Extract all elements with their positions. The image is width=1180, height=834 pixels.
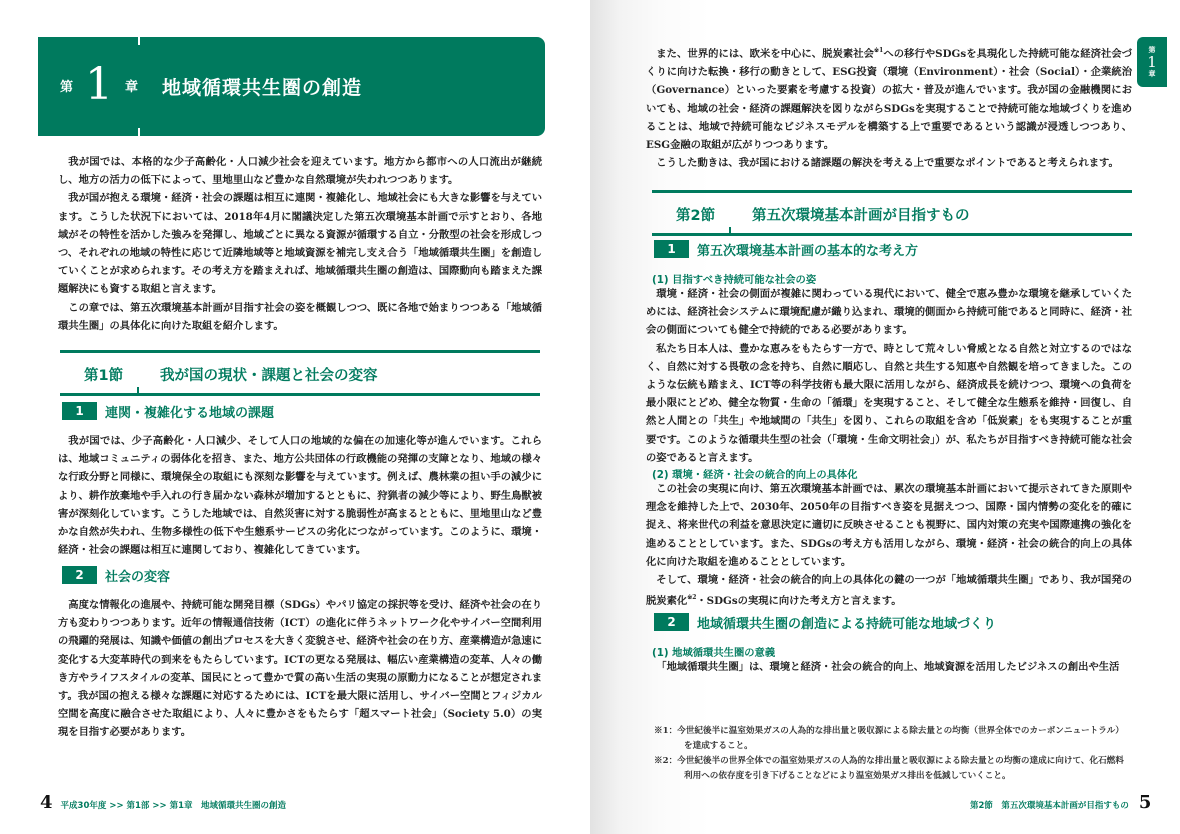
subsection-badge: 1 — [62, 402, 97, 420]
section-title: 我が国の現状・課題と社会の変容 — [160, 368, 378, 384]
body-paragraph — [646, 42, 1132, 154]
body-paragraph: 「地域循環共生圏」は、環境と経済・社会の統合的向上、地域資源を活用したビジネスの創出や生活 — [656, 661, 1120, 673]
page-number: 5 — [1138, 792, 1152, 813]
section-number: 第2節 — [676, 208, 716, 224]
subsection-body — [58, 432, 542, 559]
banner-divider — [138, 37, 140, 45]
body-paragraph: 私たち日本人は、豊かな恵みをもたらす一方で、時として荒々しい脅威となる自然と対立するのではなく、自然に対する畏敬の念を持ち、自然に順応し、自然と共生する知恵や自然観を培ってきました。このような伝統も踏まえ、ICT等の科学技術も最大限に活用しながら、経済成長を続けつつ、環境への負荷を最小限にとどめ、健全な物質・生命の「循環」を実現すること、そして健全な生態系を維持・回復し、自然と人間との「共生」や地域間の「共生」を図り、これらの取組を含め「低炭素」をも実現することが重要です。このような循環共生型の社会（「環境・生命文明社会」）が、私たちが目指すべき持続可能な社会の姿であると言えます。 — [646, 342, 1132, 464]
item-body — [646, 658, 1132, 676]
page-number: 4 — [40, 792, 53, 813]
section-tick — [137, 387, 139, 393]
page-footer — [40, 792, 286, 813]
subsection-body — [58, 596, 542, 742]
text-run: ・SDGsの実現に向けた考え方と言えます。 — [696, 595, 902, 608]
chapter-suffix: 章 — [125, 79, 139, 95]
subsection-title: 第五次環境基本計画の基本的な考え方 — [697, 243, 919, 259]
chapter-number: 1 — [85, 59, 114, 110]
section-title: 第五次環境基本計画が目指すもの — [752, 208, 970, 224]
footnote-ref[interactable]: ※2 — [687, 594, 697, 602]
continued-text — [646, 42, 1132, 172]
right-page — [590, 0, 1180, 834]
text-run: また、世界的には、欧米を中心に、脱炭素社会 — [656, 48, 874, 60]
subsection-header — [62, 402, 274, 420]
running-head: 第2節 第五次環境基本計画が目指すもの — [970, 801, 1129, 811]
chapter-label — [60, 61, 138, 109]
body-paragraph: 高度な情報化の進展や、持続可能な開発目標（SDGs）やパリ協定の採択等を受け、経済や社会の在り方も変わりつつあります。近年の情報通信技術（ICT）の進化に伴うネットワーク化やサイバー空間利用の飛躍的発展は、知識や価値の創出プロセスを大きく変貌させ、経済や社会の在り方、産業構造が急速に変化する大変革時代の到来をもたらしています。ICTの更なる発展は、幅広い産業構造の変革、人々の働き方やライフスタイルの変革、国民にとって豊かで質の高い生活の実現の原動力になることが想定されます。我が国の抱える様々な課題に対応するためには、ICTを最大限に活用し、サイバー空間とフィジカル空間を高度に融合させた取組により、人々に豊かさをもたらす「超スマート社会」（Society 5.0）の実現を目指す必要があります。 — [58, 599, 542, 739]
chapter-banner — [38, 37, 545, 136]
thumb-tab-number: 1 — [1147, 52, 1157, 71]
subsection-header — [654, 613, 996, 631]
item-heading: (1) 目指すべき持続可能な社会の姿 — [652, 274, 817, 286]
subsection-header — [654, 240, 918, 258]
subsection-title: 連関・複雑化する地域の課題 — [105, 405, 275, 421]
intro-paragraph: この章では、第五次環境基本計画が目指す社会の姿を概観しつつ、既に各地で始まりつつある「地域循環共生圏」の具体化に向けた取組を紹介します。 — [58, 301, 542, 332]
footnote: ※1：今世紀後半に温室効果ガスの人為的な排出量と吸収源による除去量との均衡（世界全体でのカーボンニュートラル）を達成すること。 — [654, 726, 1124, 751]
item-heading: (2) 環境・経済・社会の統合的向上の具体化 — [652, 469, 858, 481]
item-heading: (1) 地域循環共生圏の意義 — [652, 647, 776, 659]
banner-divider — [138, 128, 140, 136]
subsection-header — [62, 566, 170, 584]
intro-paragraph: 我が国では、本格的な少子高齢化・人口減少社会を迎えています。地方から都市への人口流出が継続し、地方の活力の低下によって、里地里山など豊かな自然環境が失われつつあります。 — [58, 156, 542, 187]
section-header — [652, 190, 1132, 236]
text-run: への移行やSDGsを具現化した持続可能な経済社会づくりに向けた転換・移行の動きとして、ESG投資（環境（Environment）・社会（Social）・企業統治（Governance）といった要素を考慮する投資）の拡大・普及が進んでいます。我が国の金融機関においても、地域の社会・経済の課題解決を図りながらSDGsを実現することで持続可能な地域づくりを進めることは、地域で持続可能なビジネスモデルを構築する上で重要であるという認識が浸透しつつあり、ESG金融の取組が広がりつつあります。 — [646, 48, 1133, 152]
thumb-tab-suffix: 章 — [1148, 69, 1156, 78]
subsection-title: 地域循環共生圏の創造による持続可能な地域づくり — [697, 616, 997, 632]
chapter-intro — [58, 153, 542, 335]
footnotes — [654, 724, 1124, 784]
section-header — [60, 350, 540, 396]
footnote-ref[interactable]: ※1 — [874, 47, 884, 54]
page-footer — [970, 792, 1151, 813]
subsection-badge: 2 — [62, 566, 97, 584]
body-paragraph — [646, 571, 1132, 610]
body-paragraph: この社会の実現に向け、第五次環境基本計画では、累次の環境基本計画において提示されてきた原則や理念を維持した上で、2030年、2050年の目指すべき姿を見据えつつ、国際・国内情勢の変化を的確に捉え、将来世代の利益を意思決定に適切に反映させることも視野に、国内対策の充実や国際連携の強化を進めることとしています。また、SDGsの考え方も活用しながら、環境・経済・社会の統合的向上の具体化に向けた取組を進めることとしています。 — [646, 483, 1132, 568]
footnote: ※2：今世紀後半の世界全体での温室効果ガスの人為的な排出量と吸収源による除去量との均衡の達成に向けて、化石燃料利用への依存度を引き下げることなどにより温室効果ガス排出を低減していくこと。 — [654, 756, 1124, 781]
thumb-tab-prefix: 第 — [1148, 45, 1156, 54]
subsection-badge: 1 — [654, 240, 689, 258]
intro-paragraph: 我が国が抱える環境・経済・社会の課題は相互に連関・複雑化し、地域社会にも大きな影響を与えています。こうした状況下においては、2018年4月に閣議決定した第五次環境基本計画で示すとおり、各地域がその特性を活かした強みを発揮し、地域ごとに異なる資源が循環する自立・分散型の社会を形成しつつ、それぞれの地域の特性に応じて近隣地域等と地域資源を補完し支え合う「地域循環共生圏」を創造していくことが求められます。その考え方を踏まえれば、地域循環共生圏の創造は、国際動向も踏まえた課題解決にも資する取組と言えます。 — [58, 192, 542, 296]
body-paragraph: こうした動きは、我が国における諸課題の解決を考える上で重要なポイントであると考えられます。 — [656, 157, 1119, 170]
body-paragraph: 環境・経済・社会の側面が複雑に関わっている現代において、健全で恵み豊かな環境を継承していくためには、経済社会システムに環境配慮が織り込まれ、環境的側面から持続可能であると同時に、経済・社会の側面についても健全で持続的である必要があります。 — [646, 288, 1132, 337]
subsection-badge: 2 — [654, 613, 689, 631]
body-paragraph: 我が国では、少子高齢化・人口減少、そして人口の地域的な偏在の加速化等が進んでいます。これらは、地域コミュニティの弱体化を招き、また、地方公共団体の行政機能の発揮の支障となり、地域の様々な行政分野と同様に、環境保全の取組にも深刻な影響を与えています。例えば、農林業の担い手の減少により、耕作放棄地や手入れの行き届かない森林が増加するとともに、狩猟者の減少等により、野生鳥獣被害が深刻化しています。こうした地域では、自然災害に対する脆弱性が高まるとともに、里地里山など豊かな自然が失われ、生物多様性の低下や生態系サービスの劣化につながっています。このように、環境・経済・社会の課題は相互に連関しており、複雑化してきています。 — [58, 435, 542, 557]
footer-breadcrumb: 平成30年度 >> 第1部 >> 第1章 地域循環共生圏の創造 — [60, 801, 287, 811]
text-run: そして、環境・経済・社会の統合的向上の具体化の鍵の一つが「地域循環共生圏」であり、我が国発の脱炭素化 — [646, 574, 1132, 608]
section-tick — [729, 227, 731, 233]
chapter-title: 地域循環共生圏の創造 — [162, 77, 363, 99]
item-body — [646, 285, 1132, 467]
chapter-thumb-tab — [1137, 37, 1167, 87]
subsection-title: 社会の変容 — [105, 569, 171, 585]
chapter-prefix: 第 — [60, 79, 74, 95]
section-number: 第1節 — [84, 368, 124, 384]
item-body — [646, 480, 1132, 610]
